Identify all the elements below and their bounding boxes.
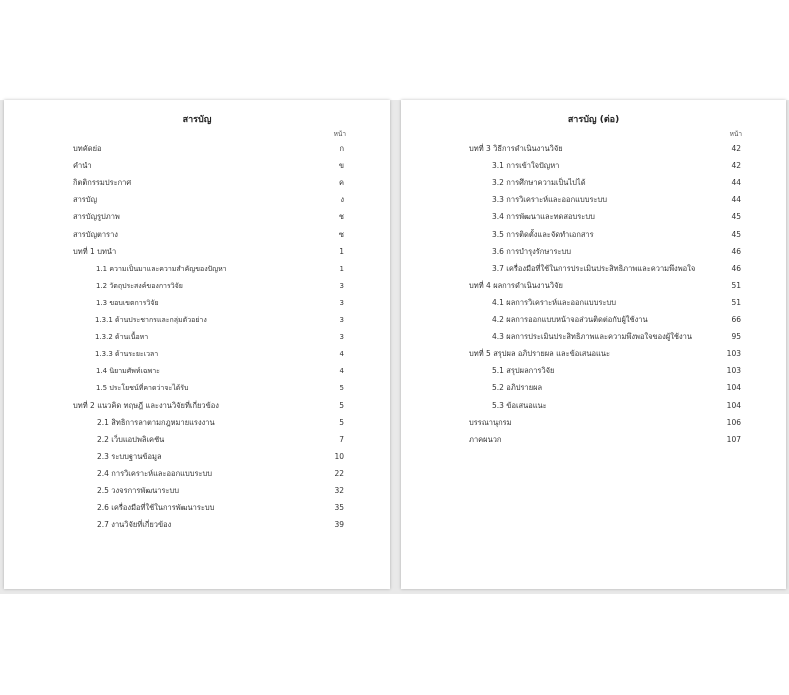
toc-entry	[95, 314, 344, 326]
toc-entry-label: 1.3.1 ด้านประชากรและกลุ่มตัวอย่าง	[95, 316, 207, 324]
toc-entry-page-number: 39	[334, 520, 344, 530]
toc-entry-page-number: 42	[731, 144, 741, 153]
toc-entry-page-number: 35	[334, 503, 344, 513]
toc-entry-page-number: 3	[339, 333, 344, 342]
toc-entry	[469, 434, 741, 446]
toc-entry-label: 2.1 สิทธิการลาตามกฎหมายแรงงาน	[97, 417, 215, 427]
toc-entry	[492, 297, 741, 309]
toc-entry-label: 1.3 ขอบเขตการวิจัย	[96, 298, 159, 307]
toc-entry-label: 1.2 วัตถุประสงค์ของการวิจัย	[96, 281, 183, 290]
toc-entry-label: บทที่ 4 ผลการดำเนินงานวิจัย	[469, 280, 563, 290]
toc-entry-page-number: 51	[731, 280, 741, 290]
toc-entry	[96, 280, 344, 292]
toc-entry	[469, 348, 741, 360]
toc-entry-label: 2.3 ระบบฐานข้อมูล	[97, 451, 162, 461]
toc-entry-label: บรรณานุกรม	[469, 417, 512, 427]
toc-entry	[469, 143, 741, 155]
document-page-left	[4, 100, 390, 589]
toc-entry-label: คำนำ	[73, 161, 92, 171]
toc-entry-page-number: 1	[339, 264, 344, 273]
toc-entry-label: 4.1 ผลการวิเคราะห์และออกแบบระบบ	[492, 297, 617, 307]
toc-entry-label: 2.7 งานวิจัยที่เกี่ยวข้อง	[97, 520, 172, 530]
toc-entry	[492, 229, 741, 241]
toc-entry-page-number: 32	[334, 486, 344, 495]
toc-entry-label: 1.1 ความเป็นมาและความสำคัญของปัญหา	[96, 264, 227, 273]
toc-entry	[492, 314, 741, 326]
toc-entry	[73, 143, 344, 155]
toc-entry	[73, 400, 344, 412]
toc-entry-page-number: 4	[339, 367, 344, 376]
toc-entry-page-number: 5	[339, 384, 344, 393]
toc-entry	[492, 211, 741, 223]
toc-entry-page-number: 22	[334, 468, 344, 478]
toc-entry-label: 1.4 นิยามศัพท์เฉพาะ	[96, 367, 160, 376]
toc-entry-page-number: 95	[731, 332, 741, 342]
toc-entry-page-number: 5	[339, 400, 344, 410]
toc-entry-label: 3.5 การติดตั้งและจัดทำเอกสาร	[492, 229, 594, 239]
toc-entry-page-number: 103	[726, 366, 741, 376]
page-title: สารบัญ	[182, 115, 212, 125]
toc-entry-page-number: 104	[726, 400, 741, 410]
toc-entry	[73, 194, 344, 206]
toc-entry	[469, 280, 741, 292]
toc-entry	[73, 160, 344, 172]
toc-entry	[492, 263, 741, 275]
toc-entry-label: 2.5 วงจรการพัฒนาระบบ	[97, 486, 180, 495]
toc-entry	[97, 434, 344, 446]
toc-entry-label: บทที่ 1 บทนำ	[73, 246, 117, 256]
page-column-header: หน้า	[729, 130, 742, 138]
toc-entry-label: บทที่ 5 สรุปผล อภิปรายผล และข้อเสนอแนะ	[469, 349, 610, 359]
toc-entry	[95, 331, 344, 343]
toc-entry-label: บทที่ 3 วิธีการดำเนินงานวิจัย	[469, 144, 563, 153]
toc-entry	[492, 194, 741, 206]
toc-entry-page-number: 4	[339, 350, 344, 359]
toc-entry-page-number: 1	[339, 246, 344, 256]
toc-entry	[97, 502, 344, 514]
toc-entry-label: กิตติกรรมประกาศ	[73, 178, 132, 188]
toc-entry-page-number: 3	[339, 298, 344, 307]
toc-entry	[469, 417, 741, 429]
toc-entry-page-number: 3	[339, 281, 344, 290]
toc-entry-page-number: 46	[731, 246, 741, 256]
toc-entry-label: 3.1 การเข้าใจปัญหา	[492, 161, 560, 171]
toc-entry-label: บทคัดย่อ	[73, 144, 102, 153]
toc-entry-page-number: 103	[726, 349, 741, 359]
page-title: สารบัญ (ต่อ)	[567, 115, 620, 125]
toc-entry-page-number: 66	[731, 315, 741, 324]
toc-entry	[492, 365, 741, 377]
toc-entry	[95, 348, 344, 360]
toc-entry-page-number: 104	[726, 383, 741, 393]
toc-entry-page-number: 5	[339, 417, 344, 427]
toc-entry-label: 3.4 การพัฒนาและทดสอบระบบ	[492, 212, 595, 222]
page-column-header: หน้า	[333, 130, 346, 138]
toc-entry-label: 3.6 การบำรุงรักษาระบบ	[492, 246, 572, 256]
toc-entry-label: 3.2 การศึกษาความเป็นไปได้	[492, 178, 586, 188]
toc-entry-page-number: 10	[334, 451, 344, 461]
toc-entry	[492, 177, 741, 189]
toc-entry-label: 4.3 ผลการประเมินประสิทธิภาพและความพึงพอใจของผู้ใช้งาน	[492, 332, 692, 342]
toc-entry-label: 1.3.3 ด้านระยะเวลา	[95, 350, 159, 359]
toc-entry-page-number: ง	[340, 195, 344, 205]
toc-entry	[96, 382, 344, 394]
toc-entry-label: ภาคผนวก	[469, 434, 502, 444]
toc-entry	[97, 468, 344, 480]
toc-entry	[492, 400, 741, 412]
toc-entry-page-number: ก	[339, 144, 344, 153]
toc-entry	[73, 246, 344, 258]
toc-entry-page-number: 44	[731, 178, 741, 188]
toc-entry	[492, 160, 741, 172]
toc-entry-label: 1.3.2 ด้านเนื้อหา	[95, 333, 149, 342]
toc-entry	[492, 331, 741, 343]
toc-entry-label: 2.2 เว็บแอปพลิเคชัน	[97, 434, 165, 444]
toc-entry-page-number: 42	[731, 161, 741, 171]
toc-entry-label: 2.6 เครื่องมือที่ใช้ในการพัฒนาระบบ	[97, 503, 215, 513]
toc-entry-page-number: 46	[731, 263, 741, 273]
toc-entry-label: บทที่ 2 แนวคิด ทฤษฎี และงานวิจัยที่เกี่ยวข้อง	[73, 400, 219, 410]
toc-entry	[96, 263, 344, 275]
toc-entry-label: สารบัญตาราง	[73, 229, 118, 239]
toc-entry	[97, 417, 344, 429]
toc-entry-label: 3.7 เครื่องมือที่ใช้ในการประเมินประสิทธิภาพและความพึงพอใจ	[492, 263, 696, 273]
toc-entry	[73, 229, 344, 241]
toc-entry-page-number: 51	[731, 297, 741, 307]
toc-entry	[73, 211, 344, 223]
toc-entry-page-number: ข	[338, 161, 344, 171]
toc-entry-page-number: ค	[338, 178, 344, 188]
toc-entry	[96, 297, 344, 309]
toc-entry-label: 4.2 ผลการออกแบบหน้าจอส่วนติดต่อกับผู้ใช้งาน	[492, 315, 648, 324]
toc-entry-page-number: 45	[731, 229, 741, 239]
toc-entry	[97, 519, 344, 531]
toc-entry	[97, 451, 344, 463]
toc-entry-label: 1.5 ประโยชน์ที่คาดว่าจะได้รับ	[96, 384, 189, 393]
toc-entry	[96, 365, 344, 377]
toc-entry-page-number: 44	[731, 195, 741, 205]
toc-entry-page-number: 7	[339, 434, 344, 444]
toc-entry-page-number: ช	[338, 212, 344, 222]
toc-entry	[492, 246, 741, 258]
toc-entry-label: สารบัญ	[73, 195, 97, 205]
toc-entry-label: 5.3 ข้อเสนอแนะ	[492, 400, 547, 410]
toc-entry-page-number: ซ	[338, 229, 344, 239]
toc-entry-label: 3.3 การวิเคราะห์และออกแบบระบบ	[492, 195, 608, 205]
toc-entry	[97, 485, 344, 497]
toc-entry-page-number: 107	[726, 434, 741, 444]
toc-entry-page-number: 3	[339, 316, 344, 324]
toc-entry-label: 5.2 อภิปรายผล	[492, 383, 543, 393]
toc-entry	[492, 382, 741, 394]
toc-entry-label: สารบัญรูปภาพ	[73, 212, 120, 222]
toc-entry-page-number: 45	[731, 212, 741, 222]
toc-entry-page-number: 106	[726, 417, 741, 427]
document-page-right	[401, 100, 786, 589]
toc-entry-label: 2.4 การวิเคราะห์และออกแบบระบบ	[97, 468, 213, 478]
toc-entry	[73, 177, 344, 189]
toc-entry-label: 5.1 สรุปผลการวิจัย	[492, 366, 555, 376]
